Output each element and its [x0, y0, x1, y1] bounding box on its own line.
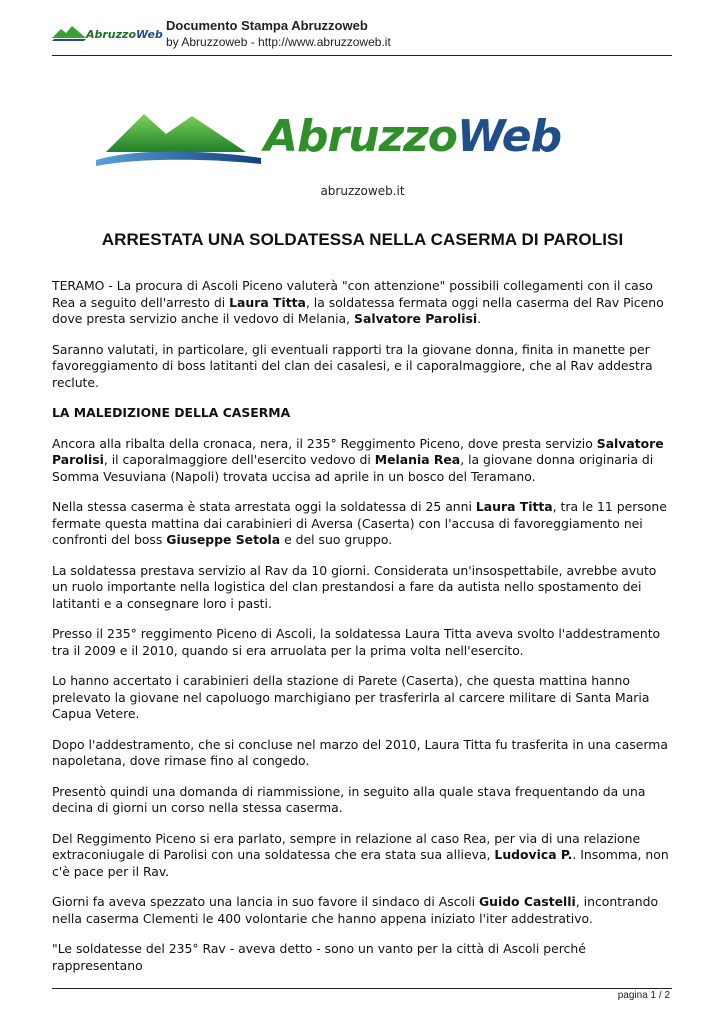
paragraph — [52, 941, 676, 974]
article-title: ARRESTATA UNA SOLDATESSA NELLA CASERMA DI PAROLISI — [101, 230, 624, 249]
header-logo-wordmark: AbruzzoWeb — [86, 28, 163, 41]
mountain-logo-icon — [52, 24, 86, 42]
bold-name: Ludovica P. — [494, 847, 573, 862]
bold-name: Salvatore Parolisi — [354, 311, 478, 326]
banner-wordmark: AbruzzoWeb — [264, 111, 562, 162]
bold-name: Guido Castelli — [478, 894, 576, 909]
text-run: La soldatessa prestava servizio al Rav da 10 giorni. Considerata un'insospettabile, avrebbe avuto un ruolo importante nella logistica del clan prestandosi a fare da autista nello spostamento dei latitanti e a consegnare loro i pasti. — [52, 562, 657, 611]
text-run: e del suo gruppo. — [280, 532, 393, 547]
paragraph — [52, 737, 676, 770]
footer-divider — [52, 988, 672, 989]
bold-name: Giuseppe Setola — [166, 532, 281, 547]
text-run: Lo hanno accertato i carabinieri della stazione di Parete (Caserta), che questa mattina hanno prelevato la giovane nel capoluogo marchigiano per trasferirla al carcere militare di Santa Maria Capua Vetere. — [52, 673, 650, 721]
paragraph — [52, 626, 676, 659]
paragraph — [52, 563, 676, 613]
paragraph — [52, 499, 676, 549]
document-header — [52, 14, 672, 56]
bold-name: Melania Rea — [374, 452, 461, 467]
paragraph — [52, 831, 676, 881]
mountain-banner-icon — [96, 108, 266, 172]
bold-name: Laura Titta — [475, 499, 553, 514]
text-run: Saranno valutati, in particolare, gli eventuali rapporti tra la giovane donna, finita in manette per favoreggiamento di boss latitanti del clan dei casalesi, e il caporalmaggiore, che al Rav addestra reclute. — [52, 341, 653, 390]
text-run: , tra le 11 persone fermate questa mattina dai carabinieri di Aversa (Caserta) con l'accusa di favoreggiamento nei confronti del boss — [52, 499, 667, 547]
text-run: Presso il 235° reggimento Piceno di Ascoli, la soldatessa Laura Titta aveva svolto l'addestramento tra il 2009 e il 2010, quando si era arruolata per la prima volta nell'esercito. — [52, 626, 661, 658]
bold-name: Laura Titta — [229, 294, 306, 310]
text-run: , incontrando nella caserma Clementi le 400 volontarie che hanno appena iniziato l'iter addestrativo. — [52, 894, 659, 926]
text-run: TERAMO - La procura di Ascoli Piceno valuterà "con attenzione" possibili collegamenti con il caso Rea a seguito dell'arresto di — [52, 278, 653, 310]
text-run: . — [477, 311, 482, 326]
paragraph — [52, 342, 676, 392]
header-logo — [52, 24, 163, 46]
text-run: Dopo l'addestramento, che si concluse nel marzo del 2010, Laura Titta fu trasferita in una caserma napoletana, dove rimase fino al congedo. — [52, 736, 668, 768]
text-run: Presentò quindi una domanda di riammissione, in seguito alla quale stava frequentando da una decina di giorni un corso nella stessa caserma. — [52, 783, 646, 815]
site-caption: abruzzoweb.it — [320, 184, 405, 198]
text-run: Del Reggimento Piceno si era parlato, sempre in relazione al caso Rea, per via di una relazione extraconiugale di Parolisi con una soldatessa che era stata sua allieva, — [52, 830, 641, 862]
paragraph — [52, 784, 676, 817]
text-run: , la soldatessa fermata oggi nella caserma del Rav Piceno dove presta servizio anche il vedovo di Melania, — [52, 294, 664, 326]
paragraph — [52, 894, 676, 927]
header-divider — [52, 55, 672, 56]
paragraph — [52, 436, 676, 486]
section-heading: LA MALEDIZIONE DELLA CASERMA — [52, 405, 291, 420]
article-body — [52, 278, 676, 988]
text-run: , la giovane donna originaria di Somma Vesuviana (Napoli) trovata uccisa ad aprile in un bosco del Teramano. — [52, 452, 654, 484]
banner-logo — [96, 108, 606, 172]
page-number: pagina 1 / 2 — [617, 990, 670, 1001]
header-subtitle: by Abruzzoweb - http://www.abruzzoweb.it — [166, 35, 391, 49]
text-run: Nella stessa caserma è stata arrestata oggi la soldatessa di 25 anni — [52, 499, 476, 514]
text-run: Giorni fa aveva spezzato una lancia in suo favore il sindaco di Ascoli — [52, 894, 479, 909]
paragraph — [52, 278, 676, 328]
bold-name: Salvatore Parolisi — [52, 435, 664, 467]
header-title: Documento Stampa Abruzzoweb — [166, 18, 368, 33]
text-run: "Le soldatesse del 235° Rav - aveva detto - sono un vanto per la città di Ascoli perché rappresentano — [52, 941, 586, 973]
text-run: . Insomma, non c'è pace per il Rav. — [52, 847, 669, 879]
paragraph — [52, 673, 676, 723]
text-run: , il caporalmaggiore dell'esercito vedovo di — [103, 452, 375, 467]
text-run: Ancora alla ribalta della cronaca, nera, il 235° Reggimento Piceno, dove presta servizio — [52, 435, 597, 451]
